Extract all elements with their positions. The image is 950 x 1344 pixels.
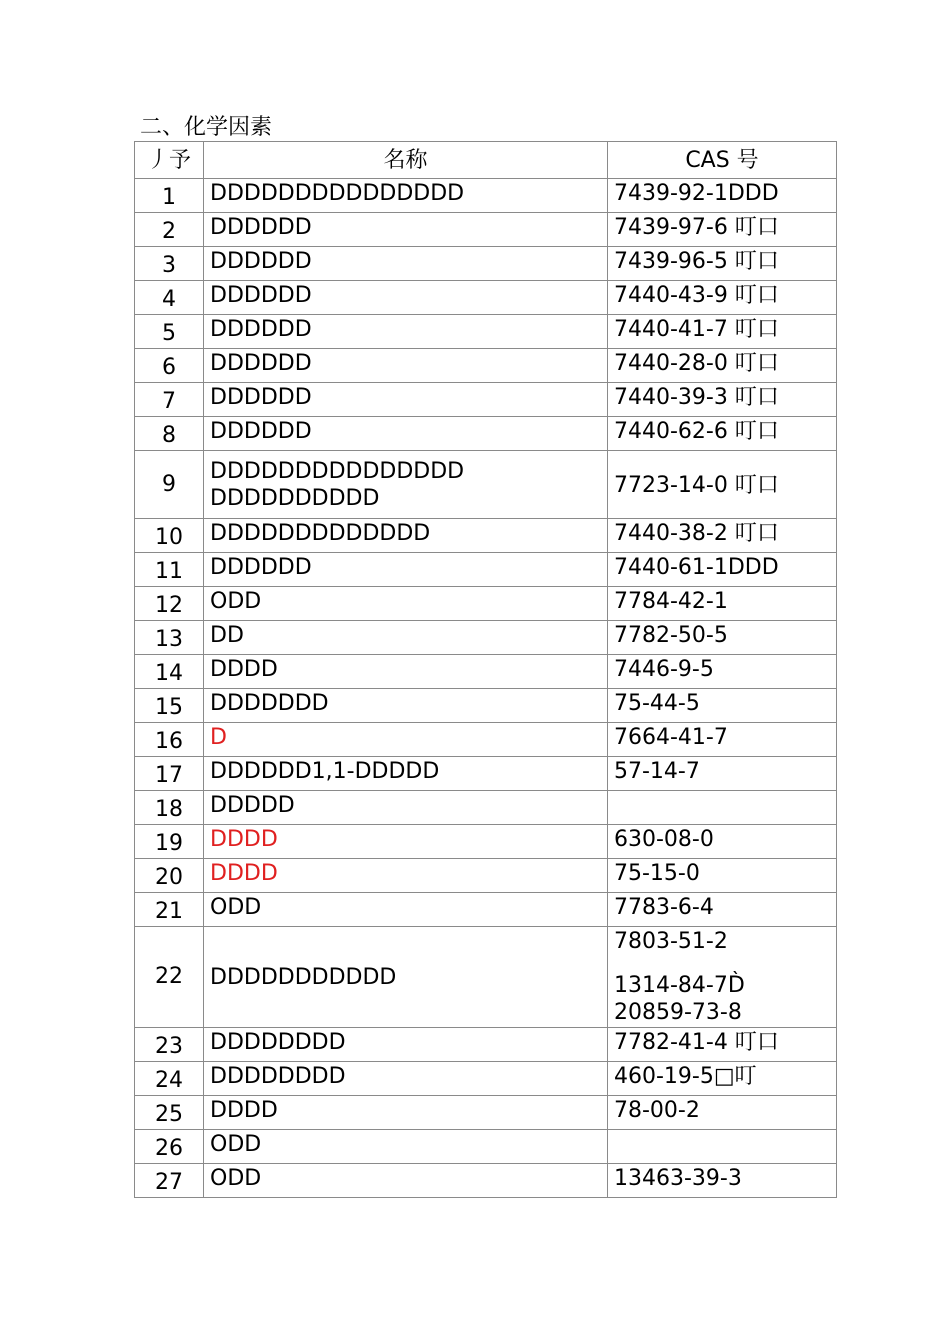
table-row bbox=[135, 553, 837, 587]
table-row bbox=[135, 213, 837, 247]
table-row bbox=[135, 349, 837, 383]
row-cas: 7439-96-5 叮口 bbox=[608, 247, 837, 281]
row-name: DDDDDDDDDDDDDDD DDDDDDDDDD bbox=[204, 451, 608, 519]
row-cas: 7440-39-3 叮口 bbox=[608, 383, 837, 417]
row-number: 13 bbox=[135, 621, 204, 655]
row-cas: 460-19-5□叮 bbox=[608, 1062, 837, 1096]
row-number: 19 bbox=[135, 825, 204, 859]
row-number: 16 bbox=[135, 723, 204, 757]
row-name: DDDDDDDDDDDDDDD bbox=[204, 179, 608, 213]
row-cas: 78-00-2 bbox=[608, 1096, 837, 1130]
row-cas: 7783-6-4 bbox=[608, 893, 837, 927]
row-name: DD bbox=[204, 621, 608, 655]
table-row bbox=[135, 825, 837, 859]
row-cas: 7440-41-7 叮口 bbox=[608, 315, 837, 349]
row-number: 27 bbox=[135, 1164, 204, 1198]
table-row bbox=[135, 587, 837, 621]
row-number: 22 bbox=[135, 927, 204, 1028]
row-cas: 7439-92-1DDD bbox=[608, 179, 837, 213]
row-cas: 7440-43-9 叮口 bbox=[608, 281, 837, 315]
row-cas: 7446-9-5 bbox=[608, 655, 837, 689]
row-cas: 7782-41-4 叮口 bbox=[608, 1028, 837, 1062]
chemical-factors-table bbox=[134, 141, 837, 1198]
row-cas: 7440-62-6 叮口 bbox=[608, 417, 837, 451]
row-name: DDDDDD bbox=[204, 553, 608, 587]
table-row bbox=[135, 417, 837, 451]
table-row bbox=[135, 1028, 837, 1062]
row-name: DDDDDD bbox=[204, 281, 608, 315]
row-number: 7 bbox=[135, 383, 204, 417]
row-number: 4 bbox=[135, 281, 204, 315]
row-cas bbox=[608, 1130, 837, 1164]
table-row bbox=[135, 179, 837, 213]
row-name: DDDDDD bbox=[204, 349, 608, 383]
row-cas: 13463-39-3 bbox=[608, 1164, 837, 1198]
row-number: 25 bbox=[135, 1096, 204, 1130]
row-name: DDDD bbox=[204, 1096, 608, 1130]
row-name: DDDDDD bbox=[204, 315, 608, 349]
row-number: 8 bbox=[135, 417, 204, 451]
row-name: DDDDDDDD bbox=[204, 1062, 608, 1096]
row-cas: 7440-61-1DDD bbox=[608, 553, 837, 587]
table-row bbox=[135, 1164, 837, 1198]
row-number: 20 bbox=[135, 859, 204, 893]
row-cas: 7439-97-6 叮口 bbox=[608, 213, 837, 247]
row-name: DDDDDDDD bbox=[204, 1028, 608, 1062]
table-row bbox=[135, 927, 837, 1028]
header-number: 丿予 bbox=[135, 142, 204, 179]
table-row bbox=[135, 281, 837, 315]
row-name: DDDDDD bbox=[204, 417, 608, 451]
row-name: DDDD bbox=[204, 655, 608, 689]
row-cas: 7440-38-2 叮口 bbox=[608, 519, 837, 553]
row-cas: 7803-51-2 1314-84-7D̀ 20859-73-8 bbox=[608, 927, 837, 1028]
table-row bbox=[135, 1062, 837, 1096]
row-number: 9 bbox=[135, 451, 204, 519]
row-name: DDDDDDDDDDD bbox=[204, 927, 608, 1028]
row-number: 10 bbox=[135, 519, 204, 553]
row-name: DDDDDD1,1-DDDDD bbox=[204, 757, 608, 791]
header-name: 名称 bbox=[204, 142, 608, 179]
row-name: DDDDDDDDDDDDD bbox=[204, 519, 608, 553]
row-name: ODD bbox=[204, 587, 608, 621]
row-number: 14 bbox=[135, 655, 204, 689]
row-number: 2 bbox=[135, 213, 204, 247]
row-name: ODD bbox=[204, 1130, 608, 1164]
table-row bbox=[135, 247, 837, 281]
row-number: 6 bbox=[135, 349, 204, 383]
row-cas: 7440-28-0 叮口 bbox=[608, 349, 837, 383]
row-number: 21 bbox=[135, 893, 204, 927]
row-cas: 7782-50-5 bbox=[608, 621, 837, 655]
row-name: D bbox=[204, 723, 608, 757]
row-number: 11 bbox=[135, 553, 204, 587]
row-name: ODD bbox=[204, 1164, 608, 1198]
table-row bbox=[135, 1096, 837, 1130]
row-number: 18 bbox=[135, 791, 204, 825]
row-cas: 7723-14-0 叮口 bbox=[608, 451, 837, 519]
row-cas: 75-15-0 bbox=[608, 859, 837, 893]
row-number: 1 bbox=[135, 179, 204, 213]
row-number: 17 bbox=[135, 757, 204, 791]
row-number: 12 bbox=[135, 587, 204, 621]
row-number: 15 bbox=[135, 689, 204, 723]
row-number: 23 bbox=[135, 1028, 204, 1062]
table-row bbox=[135, 723, 837, 757]
table-row bbox=[135, 893, 837, 927]
section-title: 二、化学因素 bbox=[140, 115, 273, 140]
row-name: DDDDDDD bbox=[204, 689, 608, 723]
row-cas: 630-08-0 bbox=[608, 825, 837, 859]
header-cas: CAS 号 bbox=[608, 142, 837, 179]
row-name: ODD bbox=[204, 893, 608, 927]
row-number: 5 bbox=[135, 315, 204, 349]
row-cas: 75-44-5 bbox=[608, 689, 837, 723]
row-name: DDDDDD bbox=[204, 213, 608, 247]
row-name: DDDDDD bbox=[204, 383, 608, 417]
table-row bbox=[135, 757, 837, 791]
row-cas: 57-14-7 bbox=[608, 757, 837, 791]
row-cas: 7784-42-1 bbox=[608, 587, 837, 621]
row-name: DDDD bbox=[204, 825, 608, 859]
row-name: DDDDD bbox=[204, 791, 608, 825]
row-number: 3 bbox=[135, 247, 204, 281]
table-row bbox=[135, 791, 837, 825]
row-cas: 7664-41-7 bbox=[608, 723, 837, 757]
table-row bbox=[135, 621, 837, 655]
table-row bbox=[135, 1130, 837, 1164]
table-row bbox=[135, 383, 837, 417]
table-row bbox=[135, 859, 837, 893]
table-body bbox=[135, 179, 837, 1198]
table-row bbox=[135, 519, 837, 553]
row-cas bbox=[608, 791, 837, 825]
table-header-row bbox=[135, 142, 837, 179]
row-name: DDDDDD bbox=[204, 247, 608, 281]
table-row bbox=[135, 451, 837, 519]
row-name: DDDD bbox=[204, 859, 608, 893]
table-row bbox=[135, 655, 837, 689]
table-row bbox=[135, 689, 837, 723]
table-row bbox=[135, 315, 837, 349]
row-number: 26 bbox=[135, 1130, 204, 1164]
row-number: 24 bbox=[135, 1062, 204, 1096]
